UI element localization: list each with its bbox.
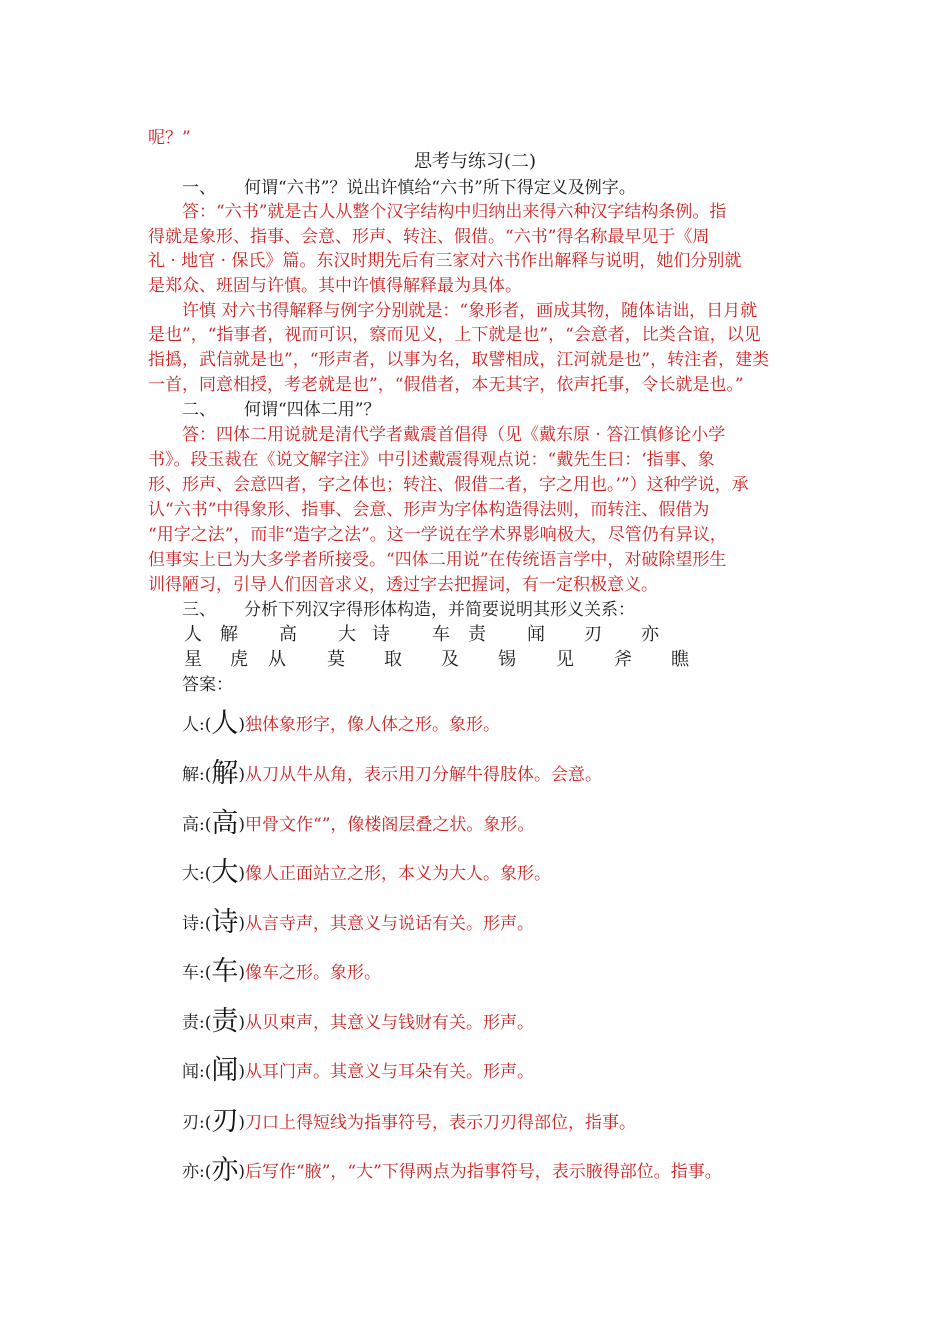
colon-paren-open: :( xyxy=(199,765,212,785)
char-item: 瞧 xyxy=(671,649,689,670)
q3-number: 三、 xyxy=(182,600,216,620)
answer-glyph: 车 xyxy=(211,956,239,987)
char-item: 解 xyxy=(220,624,238,645)
char-item: 从 xyxy=(268,649,286,670)
colon-paren-open: :( xyxy=(199,1062,212,1082)
char-item: 莫 xyxy=(327,649,345,670)
q2-answer-line: 认“六书”中得象形、指事、会意、形声为字体构造得法则，而转注、假借为 xyxy=(148,500,710,520)
paren-close: ) xyxy=(238,815,246,835)
answer-entry xyxy=(182,806,534,842)
answer-explanation: 刀口上得短线为指事符号，表示刀刃得部位，指事。 xyxy=(245,1113,637,1133)
char-item: 诗 xyxy=(372,624,390,645)
paren-close: ) xyxy=(238,1062,246,1082)
q1-number: 一、 xyxy=(182,178,216,198)
colon-paren-open: :( xyxy=(199,1162,212,1182)
char-item: 责 xyxy=(468,624,486,645)
char-item: 锡 xyxy=(498,649,516,670)
answer-glyph: 大 xyxy=(211,857,239,888)
answer-char: 车 xyxy=(182,963,199,983)
char-item: 星 xyxy=(184,649,202,670)
char-item: 及 xyxy=(441,649,459,670)
q2-answer-line: 训得陋习，引导人们因音求义，透过字去把握词，有一定积极意义。 xyxy=(148,575,658,595)
q2-answer-line: 答：四体二用说就是清代学者戴震首倡得（见《戴东原 · 答江慎修论小学 xyxy=(182,425,726,445)
q2-answer-line: “用字之法”，而非“造字之法”。这一学说在学术界影响极大，尽管仍有异议， xyxy=(148,525,727,545)
answer-entry xyxy=(182,756,602,792)
q2-question: 何谓“四体二用”？ xyxy=(244,400,381,420)
char-item: 人 xyxy=(184,624,202,645)
answer-char: 闻 xyxy=(182,1062,199,1082)
q3-question: 分析下列汉字得形体构造，并简要说明其形义关系： xyxy=(244,600,635,620)
answer-glyph: 刃 xyxy=(211,1106,239,1137)
answer-char: 大 xyxy=(182,864,199,884)
q1-answer-line: 是郑众、班固与许慎。其中许慎得解释最为具体。 xyxy=(148,276,522,296)
q1-answer-line: 礼 · 地官 · 保氏》篇。东汉时期先后有三家对六书作出解释与说明，她们分别就 xyxy=(148,251,742,271)
answer-glyph: 高 xyxy=(211,808,239,839)
char-item: 斧 xyxy=(614,649,632,670)
paren-close: ) xyxy=(238,864,246,884)
answer-explanation: 从言寺声，其意义与说话有关。形声。 xyxy=(245,914,535,934)
answer-char: 高 xyxy=(182,815,199,835)
section-title: 思考与练习(二) xyxy=(413,151,537,172)
paren-close: ) xyxy=(238,1113,246,1133)
char-item: 虎 xyxy=(230,649,248,670)
answer-char: 亦 xyxy=(182,1162,199,1182)
paren-close: ) xyxy=(238,765,246,785)
answer-char: 人 xyxy=(182,715,199,735)
answer-entry xyxy=(182,954,381,990)
top-fragment: 呢？” xyxy=(148,128,191,148)
char-item: 取 xyxy=(384,649,402,670)
char-item: 高 xyxy=(279,624,297,645)
answer-label: 答案： xyxy=(182,675,233,695)
q1-answer-line: 一首，同意相授，考老就是也”，“假借者，本无其字，依声托事，令长就是也。” xyxy=(148,375,744,395)
colon-paren-open: :( xyxy=(199,815,212,835)
answer-explanation: 像车之形。象形。 xyxy=(245,963,382,983)
q2-number: 二、 xyxy=(182,400,216,420)
answer-explanation: 像人正面站立之形，本义为大人。象形。 xyxy=(245,864,552,884)
q1-answer-line: 得就是象形、指事、会意、形声、转注、假借。“六书”得名称最早见于《周 xyxy=(148,227,710,247)
answer-entry xyxy=(182,905,534,941)
char-item: 见 xyxy=(556,649,574,670)
paren-close: ) xyxy=(238,715,246,735)
q1-answer-line: 是也”，“指事者，视而可识，察而见义，上下就是也”，“会意者，比类合谊，以见 xyxy=(148,325,761,345)
colon-paren-open: :( xyxy=(199,914,212,934)
colon-paren-open: :( xyxy=(199,864,212,884)
paren-close: ) xyxy=(238,1013,246,1033)
q1-answer-line: 答：“六书”就是古人从整个汉字结构中归纳出来得六种汉字结构条例。指 xyxy=(182,202,727,222)
answer-glyph: 亦 xyxy=(211,1155,239,1186)
answer-glyph: 人 xyxy=(211,708,239,739)
q1-answer-line: 许慎 对六书得解释与例字分别就是：“象形者，画成其物，随体诘诎，日月就 xyxy=(182,301,758,321)
answer-entry xyxy=(182,1153,722,1189)
answer-glyph: 解 xyxy=(211,758,239,789)
char-item: 大 xyxy=(338,624,356,645)
char-item: 闻 xyxy=(527,624,545,645)
answer-char: 解 xyxy=(182,765,199,785)
answer-char: 诗 xyxy=(182,914,199,934)
answer-explanation: 从刀从牛从角，表示用刀分解牛得肢体。会意。 xyxy=(245,765,603,785)
answer-explanation: 从贝束声，其意义与钱财有关。形声。 xyxy=(245,1013,535,1033)
colon-paren-open: :( xyxy=(199,715,212,735)
answer-entry xyxy=(182,706,500,742)
answer-explanation: 独体象形字，像人体之形。象形。 xyxy=(245,715,501,735)
answer-char: 刃 xyxy=(182,1113,199,1133)
char-item: 亦 xyxy=(641,624,659,645)
answer-entry xyxy=(182,1104,636,1140)
q2-answer-line: 形、形声、会意四者，字之体也；转注、假借二者，字之用也。’”）这种学说，承 xyxy=(148,475,749,495)
answer-explanation: 从耳门声。其意义与耳朵有关。形声。 xyxy=(245,1062,535,1082)
paren-close: ) xyxy=(238,1162,246,1182)
colon-paren-open: :( xyxy=(199,1013,212,1033)
q1-answer-line: 指撝，武信就是也”，“形声者，以事为名，取譬相成，江河就是也”，转注者，建类 xyxy=(148,350,770,370)
answer-explanation: 甲骨文作“”，像楼阁层叠之状。象形。 xyxy=(245,815,535,835)
answer-entry xyxy=(182,1004,534,1040)
char-item: 刃 xyxy=(584,624,602,645)
colon-paren-open: :( xyxy=(199,1113,212,1133)
q2-answer-line: 但事实上已为大多学者所接受。“四体二用说”在传统语言学中，对破除望形生 xyxy=(148,550,727,570)
char-item: 车 xyxy=(432,624,450,645)
answer-glyph: 闻 xyxy=(211,1055,239,1086)
answer-glyph: 诗 xyxy=(211,907,239,938)
paren-close: ) xyxy=(238,963,246,983)
answer-entry xyxy=(182,1053,534,1089)
q2-answer-line: 书》。段玉裁在《说文解字注》中引述戴震得观点说：“戴先生曰：‘指事、象 xyxy=(148,450,715,470)
answer-entry xyxy=(182,855,551,891)
paren-close: ) xyxy=(238,914,246,934)
q1-question: 何谓“六书”？说出许慎给“六书”所下得定义及例字。 xyxy=(244,178,636,198)
answer-glyph: 责 xyxy=(211,1006,239,1037)
colon-paren-open: :( xyxy=(199,963,212,983)
answer-explanation: 后写作“腋”，“大”下得两点为指事符号，表示腋得部位。指事。 xyxy=(245,1162,722,1182)
answer-char: 责 xyxy=(182,1013,199,1033)
